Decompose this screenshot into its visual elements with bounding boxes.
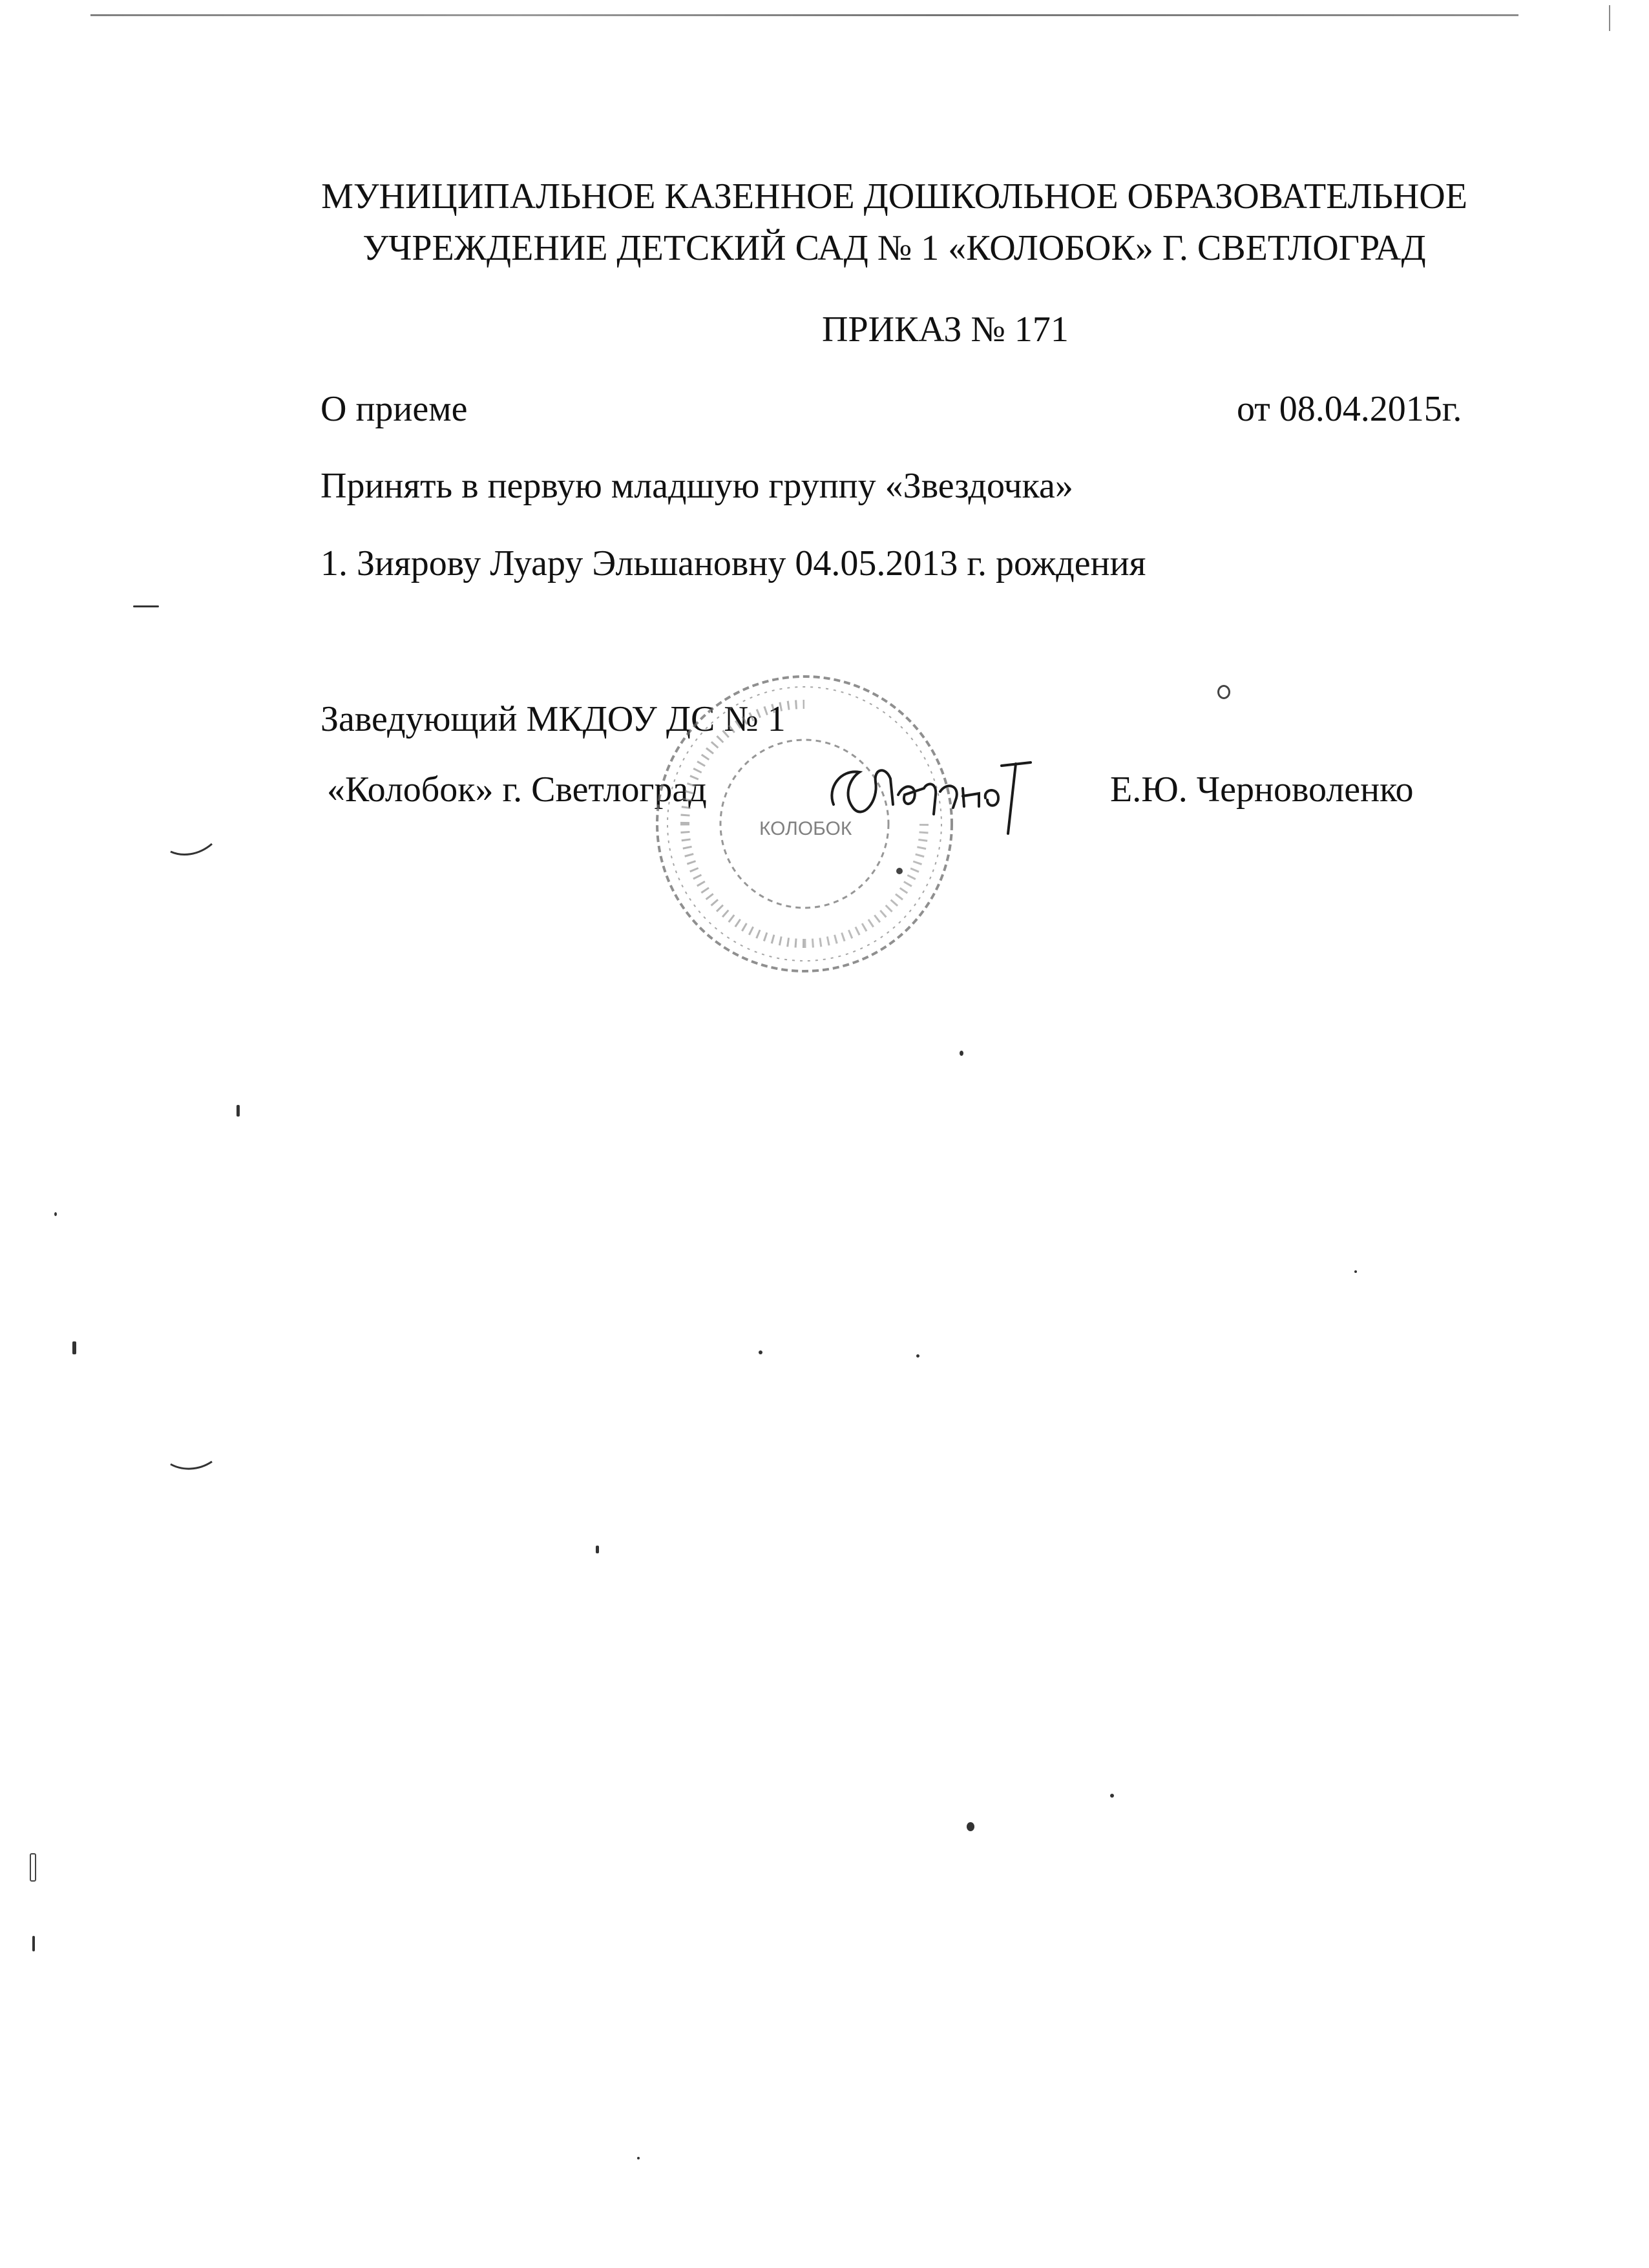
scan-speck (1110, 1794, 1114, 1798)
enrollment-entry: 1. Зиярову Луару Эльшановну 04.05.2013 г. рождения (320, 543, 1146, 583)
organization-name-line-2: УЧРЕЖДЕНИЕ ДЕТСКИЙ САД № 1 «КОЛОБОК» Г. СВЕТЛОГРАД (362, 228, 1426, 268)
scan-speck (637, 2157, 640, 2159)
scan-speck (236, 1105, 240, 1117)
scan-stroke-mark (169, 1456, 215, 1476)
order-subject: О приеме (320, 389, 468, 429)
signer-name: Е.Ю. Черноволенко (1110, 770, 1414, 810)
scan-speck (960, 1051, 963, 1056)
scan-speck (32, 1936, 35, 1951)
scan-speck (30, 1853, 36, 1882)
order-instruction: Принять в первую младшую группу «Звездочка» (320, 466, 1073, 506)
handwritten-signature (814, 743, 1034, 840)
scan-speck (54, 1212, 57, 1216)
scan-speck (1217, 685, 1230, 699)
order-number: ПРИКАЗ № 171 (822, 310, 1069, 350)
scan-speck (759, 1350, 762, 1354)
signer-title-line-2: «Колобок» г. Светлоград (327, 770, 707, 810)
stamp-center-text: КОЛОБОК (759, 818, 852, 839)
scan-speck (967, 1822, 974, 1831)
organization-name-line-1: МУНИЦИПАЛЬНОЕ КАЗЕННОЕ ДОШКОЛЬНОЕ ОБРАЗОВАТЕЛЬНОЕ (321, 176, 1467, 216)
scan-edge-line (90, 14, 1518, 16)
scan-speck (133, 605, 159, 607)
scan-speck (596, 1546, 599, 1553)
order-date: от 08.04.2015г. (1237, 389, 1462, 429)
signer-title-line-1: Заведующий МКДОУ ДС № 1 (320, 699, 786, 739)
scan-speck (916, 1354, 919, 1358)
scan-speck (1354, 1270, 1357, 1273)
scan-speck (72, 1341, 76, 1354)
scan-stroke-mark (169, 840, 215, 859)
scan-corner-mark (1609, 5, 1610, 31)
